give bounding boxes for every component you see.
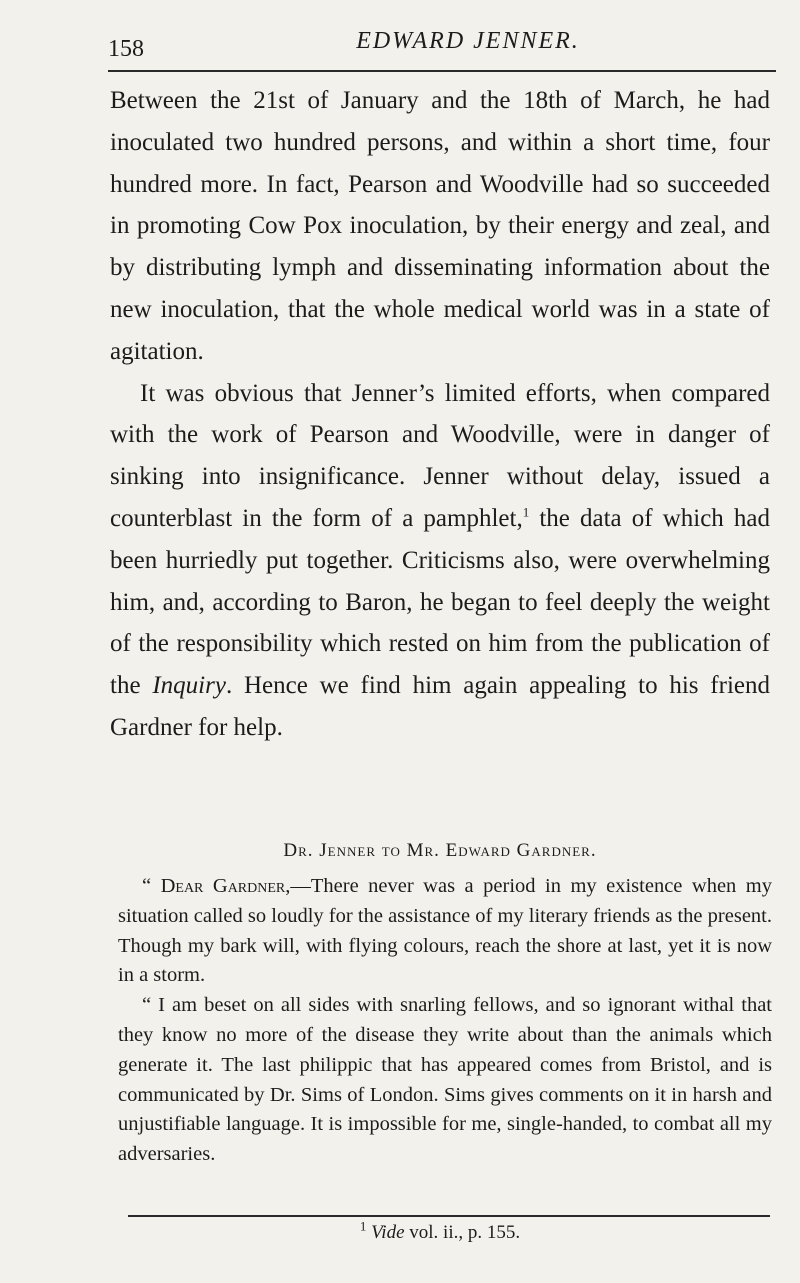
page-header [108, 22, 768, 72]
paragraph-2-part-c: . Hence we find him again appealing to his friend Gardner for help. [110, 672, 770, 741]
book-title-inquiry: Inquiry [152, 672, 226, 700]
letter-paragraph-1-body: —There never was a period in my existence when my situation called so loudly for the assistance of my literary friends as the present. Though my bark will, with flying colours, reach the shore at last, yet it is now in a storm. [118, 875, 772, 987]
letter-salutation: “ Dear Gardner, [142, 875, 291, 897]
running-head: EDWARD JENNER. [356, 28, 580, 54]
footnote-text: vol. ii., p. 155. [404, 1222, 521, 1243]
paragraph-2-part-a: It was obvious that Jenner’s limited efforts, when compared with the work of Pearson and Woodville, were in danger of sinking into insignificance. Jenner without delay, issued a counterblast in the form of a pamphlet, [110, 379, 770, 532]
paragraph-2-part-b: the data of which had been hurriedly put together. Criticisms also, were overwhelming him, and, according to Baron, he began to feel deeply the weight of the responsibility which rested on him from the publication of the [110, 504, 771, 700]
letter-text [118, 872, 772, 1170]
letter-paragraph-1 [118, 872, 772, 991]
footnote-vide: Vide [371, 1222, 405, 1243]
footnote-marker: 1 [359, 1218, 367, 1234]
letter-title: Dr. Jenner to Mr. Edward Gardner. [283, 840, 597, 861]
footnote [110, 1218, 770, 1244]
footnote-reference[interactable]: 1 [522, 504, 530, 520]
letter-paragraph-2: “ I am beset on all sides with snarling fellows, and so ignorant withal that they know no more of the disease they write about than the animals which generate it. The last philippic that has appeared comes from Bristol, and is communicated by Dr. Sims of London. Sims gives comments on it in harsh and unjustifiable language. It is impossible for me, single-handed, to combat all my adversaries. [118, 994, 772, 1166]
main-text [110, 80, 770, 749]
paragraph-1: Between the 21st of January and the 18th of March, he had inoculated two hundred persons, and within a short time, four hundred more. In fact, Pearson and Woodville had so succeeded in promoting Cow Pox inoculation, by their energy and zeal, and by distributing lymph and disseminating information about the new inoculation, that the whole medical world was in a state of agitation. [110, 87, 770, 365]
header-rule [108, 70, 776, 72]
footnote-rule [128, 1215, 770, 1217]
paragraph-2 [110, 373, 770, 749]
page-number: 158 [108, 36, 144, 62]
